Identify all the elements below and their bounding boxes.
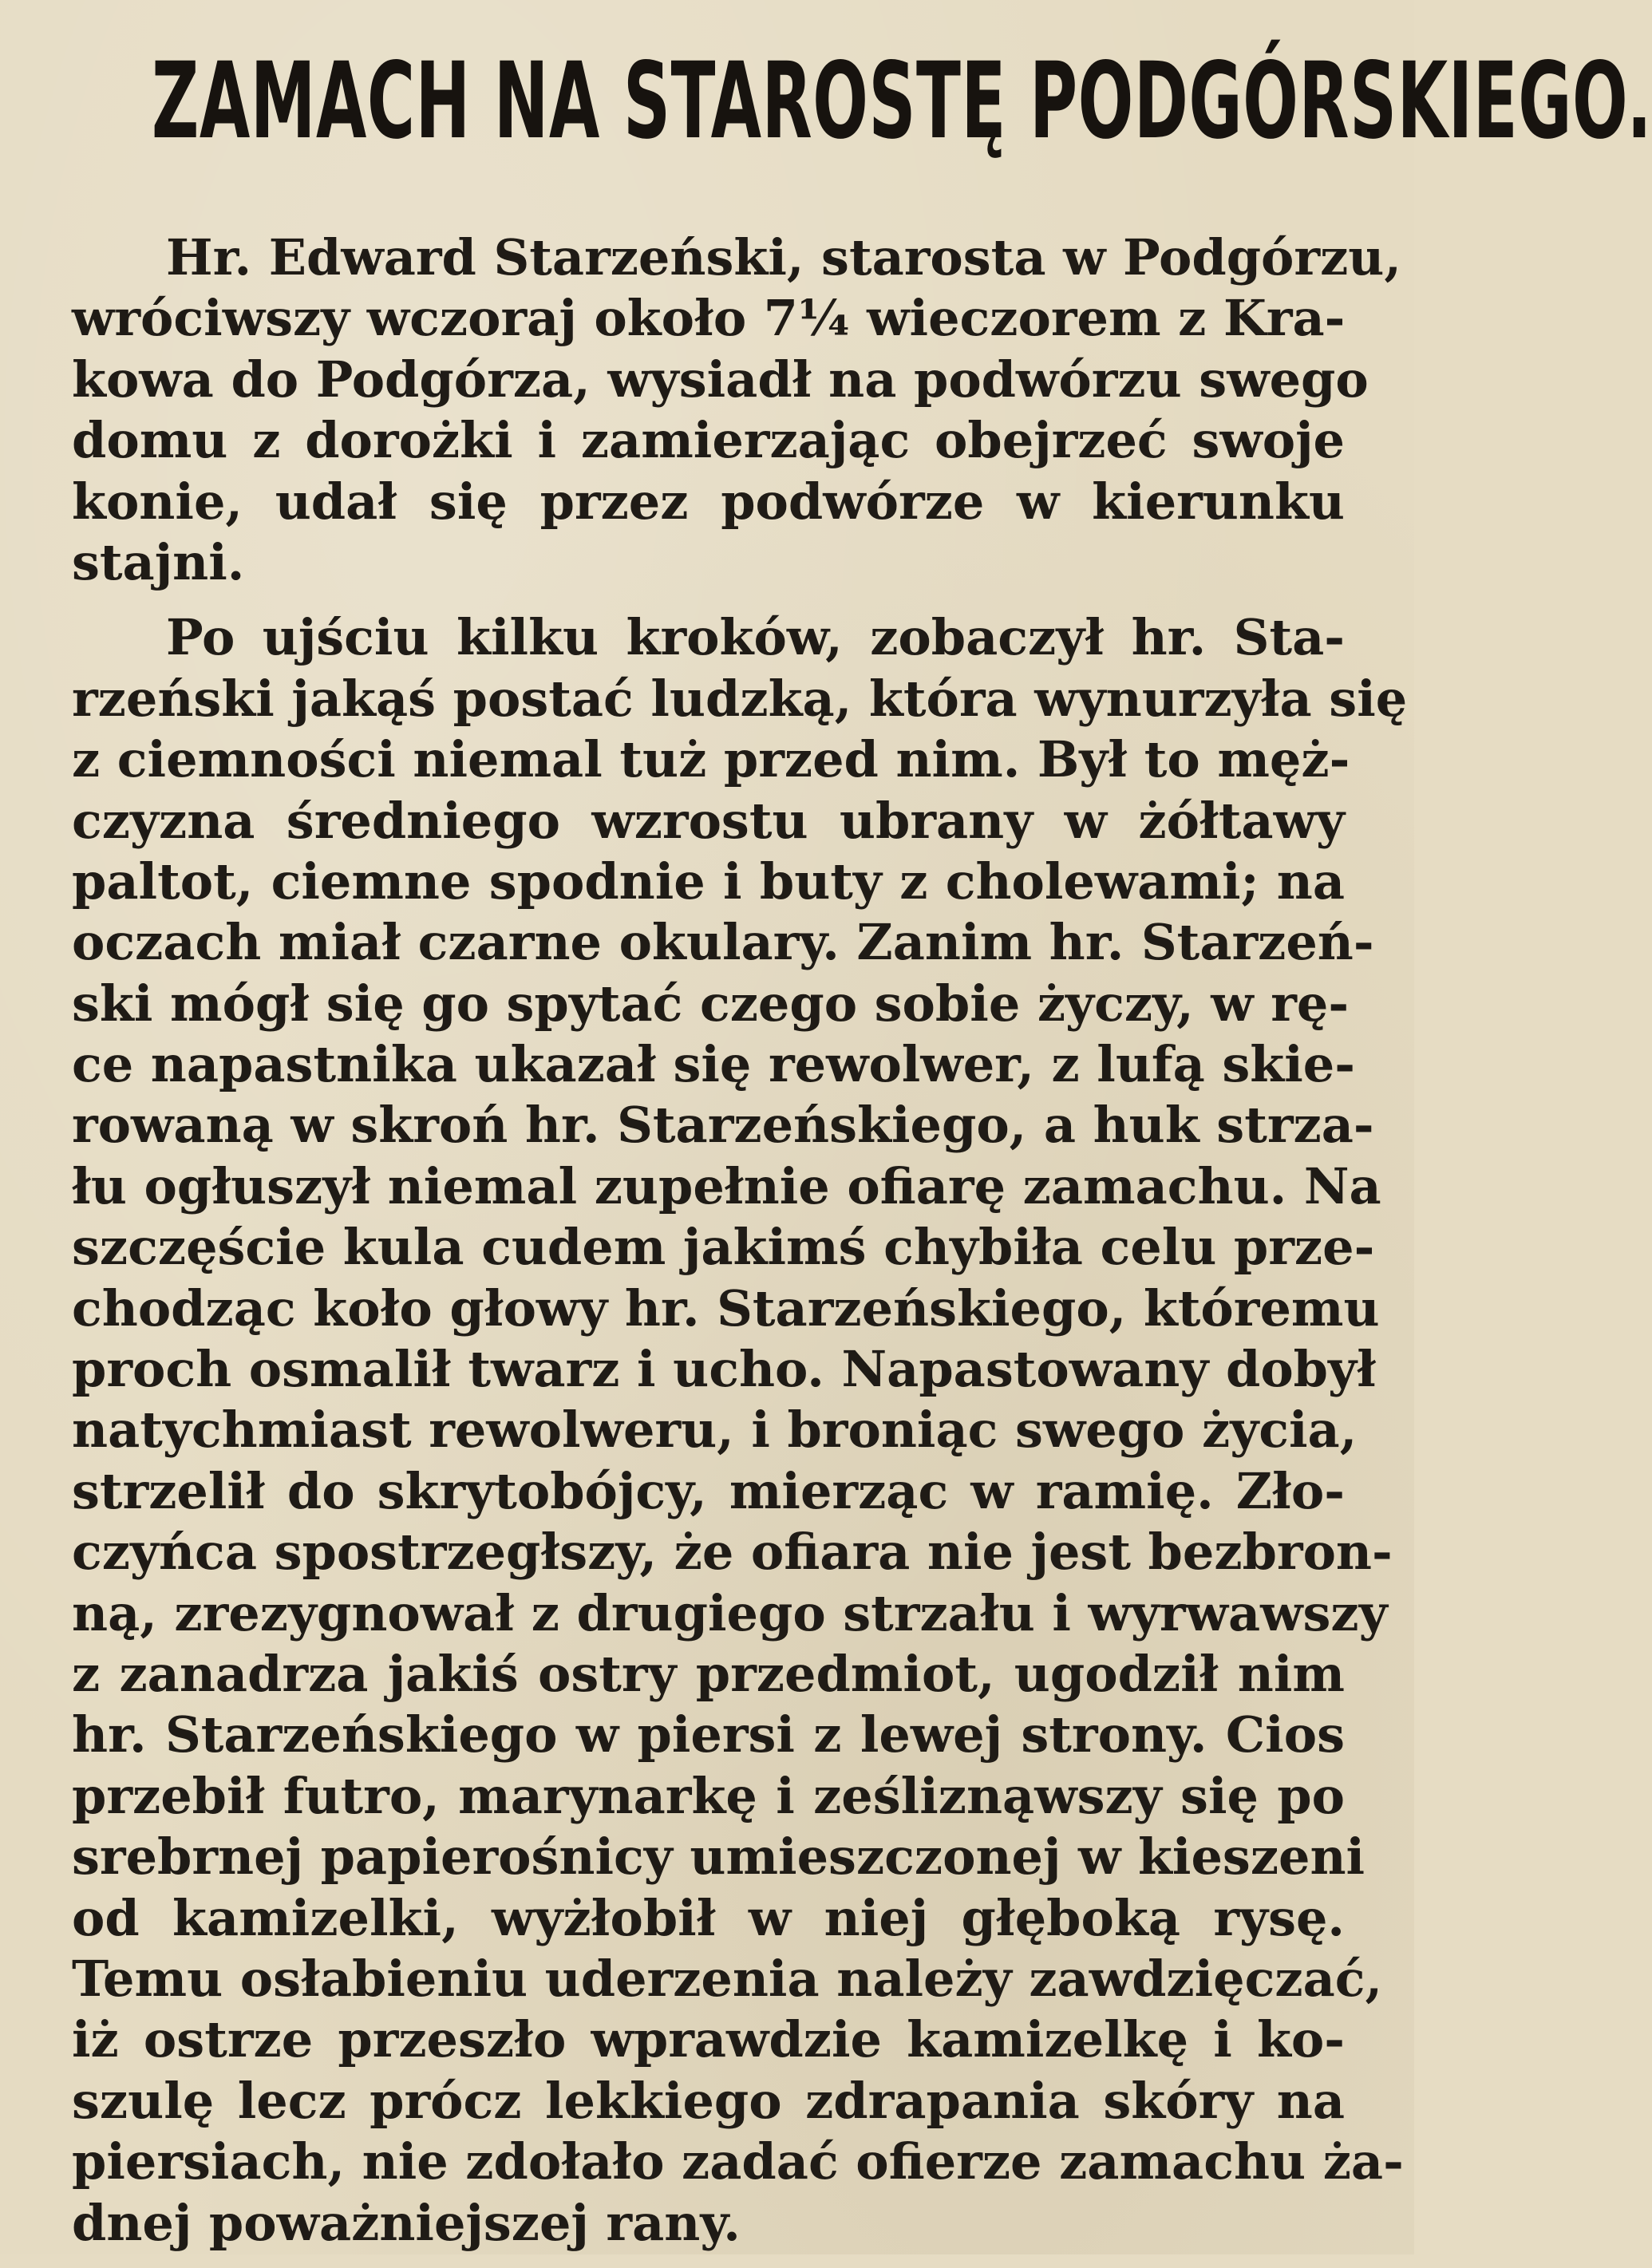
text-line: domu z dorożki i zamierzając obejrzeć swoje (72, 411, 1345, 470)
text-line: stajni. (72, 532, 245, 591)
text-line: dnej poważniejszej rany. (72, 2193, 741, 2252)
article-body (72, 227, 1408, 2268)
paragraph-1 (72, 227, 1401, 593)
text-line: srebrnej papierośnicy umieszczonej w kieszeni (72, 1827, 1365, 1887)
text-line: iż ostrze przeszło wprawdzie kamizelkę i ko- (72, 2010, 1345, 2069)
text-line: z ciemności niemal tuż przed nim. Był to męż- (72, 730, 1350, 789)
text-line: paltot, ciemne spodnie i buty z cholewami; na (72, 851, 1345, 911)
text-line: kowa do Podgórza, wysiadł na podwórzu swego (72, 350, 1369, 409)
text-line: proch osmalił twarz i ucho. Napastowany dobył (72, 1340, 1376, 1399)
text-line: Temu osłabieniu uderzenia należy zawdzięczać, (72, 1949, 1383, 2008)
text-line: ce napastnika ukazał się rewolwer, z lufą skie- (72, 1035, 1355, 1094)
text-line: szczęście kula cudem jakimś chybiła celu prze- (72, 1218, 1375, 1277)
text-line: ski mógł się go spytać czego sobie życzy, w rę- (72, 974, 1350, 1033)
text-line: chodząc koło głowy hr. Starzeńskiego, któremu (72, 1278, 1380, 1337)
text-line: piersiach, nie zdołało zadać ofierze zamachu ża- (72, 2132, 1404, 2191)
paragraph-2 (72, 607, 1408, 2254)
text-line: strzelił do skrytobójcy, mierząc w ramię. Zło- (72, 1461, 1345, 1520)
text-line: od kamizelki, wyżłobił w niej głęboką rysę. (72, 1888, 1345, 1947)
text-line: przebił futro, marynarkę i ześliznąwszy się po (72, 1766, 1345, 1825)
text-line: oczach miał czarne okulary. Zanim hr. Starzeń- (72, 913, 1374, 972)
text-line: ną, zrezygnował z drugiego strzału i wyrwawszy (72, 1583, 1388, 1642)
text-line: Hr. Edward Starzeński, starosta w Podgórzu, (166, 228, 1401, 286)
text-line: czyńca spostrzegłszy, że ofiara nie jest bezbron- (72, 1523, 1393, 1582)
text-line: natychmiast rewolweru, i broniąc swego życia, (72, 1401, 1358, 1460)
text-line: czyzna średniego wzrostu ubrany w żółtawy (72, 791, 1345, 850)
text-line: rzeński jakąś postać ludzką, która wynurzyła się (72, 669, 1408, 728)
text-line: rowaną w skroń hr. Starzeńskiego, a huk strza- (72, 1096, 1374, 1155)
text-line: konie, udał się przez podwórze w kierunku (72, 472, 1345, 531)
text-line: łu ogłuszył niemal zupełnie ofiarę zamachu. Na (72, 1156, 1381, 1215)
text-line: Po ujściu kilku kroków, zobaczył hr. Sta- (166, 608, 1345, 667)
text-line: wróciwszy wczoraj około 7¼ wieczorem z Kra- (72, 289, 1346, 348)
text-line: hr. Starzeńskiego w piersi z lewej strony. Cios (72, 1705, 1345, 1764)
text-line: szulę lecz prócz lekkiego zdrapania skóry na (72, 2071, 1345, 2130)
article-title: ZAMACH NA STAROSTĘ PODGÓRSKIEGO. (152, 40, 1652, 163)
text-line: z zanadrza jakiś ostry przedmiot, ugodził nim (72, 1644, 1345, 1703)
